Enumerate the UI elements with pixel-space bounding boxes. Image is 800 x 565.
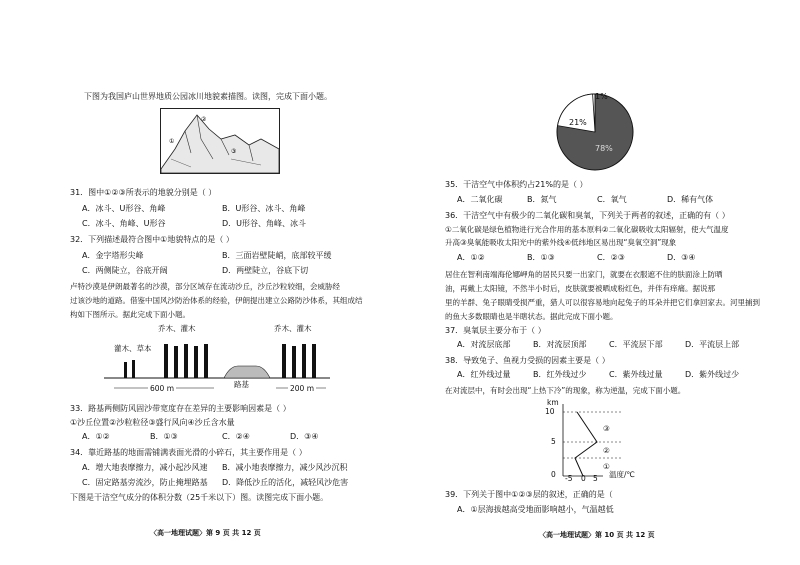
q39-option-a[interactable]: A．①层海拔越高受地面影响越小，气温越低 — [457, 505, 614, 514]
layer-3-label: ③ — [603, 424, 610, 433]
label-200m: 200 m — [290, 384, 315, 393]
q33-option-a[interactable]: A．①② — [82, 432, 110, 441]
q37-option-b[interactable]: B．对流层顶部 — [533, 340, 587, 349]
q37-stem: 37．臭氧层主要分布于（ ） — [445, 326, 546, 335]
passage-line3: 构如下图所示。据此完成下面小题。 — [70, 310, 190, 319]
q34-stem: 34．靠近路基的地面需铺满表面光滑的小碎石，其主要作用是（ ） — [70, 448, 307, 457]
q34-option-c[interactable]: C．固定路基旁流沙，防止掩埋路基 — [82, 478, 208, 487]
pie-label-21pct: 21% — [569, 118, 587, 127]
label-trees-left: 乔木、灌木 — [158, 324, 196, 333]
q38-option-b[interactable]: B．红外线过少 — [533, 370, 587, 379]
q32-stem: 32．下列描述最符合图中①地貌特点的是（ ） — [70, 235, 234, 244]
q38-option-a[interactable]: A．红外线过量 — [457, 370, 511, 379]
q32-option-d[interactable]: D．两壁陡立，谷底下切 — [222, 266, 309, 275]
pie-label-78pct: 78% — [595, 144, 613, 153]
right-page — [405, 0, 800, 565]
q37-option-c[interactable]: C．平流层下部 — [609, 340, 663, 349]
passage-line4: 的鱼大多数眼睛也是半瞎状态。据此完成下面小题。 — [445, 312, 618, 321]
q31-option-c[interactable]: C．冰斗、角峰、U形谷 — [82, 219, 166, 228]
passage-line1: 卢特沙漠是伊朗最著名的沙漠，部分区域存在流动沙丘，沙丘沙粒较细，会威胁经 — [70, 282, 340, 291]
intro-air-composition: 下图是干洁空气成分的体积分数（25千米以下）图。读图完成下面小题。 — [70, 493, 329, 502]
intro-inversion: 在对流层中，有时会出现“上热下冷”的现象，称为逆温，完成下面小题。 — [445, 386, 686, 395]
layer-2-label: ② — [603, 446, 610, 455]
q36-option-d[interactable]: D．③④ — [667, 253, 696, 262]
air-composition-pie — [555, 92, 635, 172]
label-trees-right: 乔木、灌木 — [274, 324, 312, 333]
passage-line3: 里的羊群、兔子眼睛受损严重，猎人可以很容易地向起兔子的耳朵并把它们拿回家去。河里捕到 — [445, 298, 760, 307]
q36-option-c[interactable]: C．②③ — [597, 253, 625, 262]
temperature-inversion-graph — [539, 398, 659, 484]
q32-option-b[interactable]: B．三面岩壁陡峭，底部较平缓 — [222, 251, 332, 260]
graph-xlabel: 温度/℃ — [609, 470, 635, 479]
q34-option-a[interactable]: A．增大地表摩擦力，减小起沙风速 — [82, 463, 208, 472]
q38-option-d[interactable]: D．紫外线过少 — [685, 370, 740, 379]
graph-xtick-neg5: -5 — [565, 474, 573, 483]
q33-option-b[interactable]: B．①③ — [150, 432, 178, 441]
q34-option-d[interactable]: D．降低沙丘的活化，减轻风沙危害 — [222, 478, 349, 487]
glacier-sketch — [160, 108, 280, 174]
pie-label-1pct: 1% — [595, 92, 608, 101]
q35-option-d[interactable]: D．稀有气体 — [667, 195, 714, 204]
passage-line2: 过该沙地的道路。借鉴中国风沙防治体系的经验，伊朗提出建立公路防沙体系，其组成结 — [70, 296, 363, 305]
q36-option-a[interactable]: A．①② — [457, 253, 485, 262]
layer-1-label: ① — [603, 462, 610, 471]
q31-option-a[interactable]: A．冰斗、U形谷、角峰 — [82, 204, 166, 213]
q36-statements-2: 升高③臭氧能吸收太阳光中的紫外线④低纬地区易出现“臭氧空洞”现象 — [445, 238, 677, 247]
q38-option-c[interactable]: C．紫外线过量 — [609, 370, 663, 379]
label-roadbed: 路基 — [234, 380, 249, 389]
q37-option-d[interactable]: D．平流层上部 — [685, 340, 740, 349]
q35-option-c[interactable]: C．氧气 — [597, 195, 627, 204]
q39-stem: 39．下列关于图中①②③层的叙述，正确的是（ — [445, 490, 613, 499]
passage-line1: 居住在智利南端海伦娜岬角的居民只要一出家门，就要在衣服遮不住的肤面涂上防晒 — [445, 270, 723, 279]
q35-stem: 35．干洁空气中体积约占21%的是（ ） — [445, 180, 588, 189]
q33-option-c[interactable]: C．②④ — [222, 432, 250, 441]
q38-stem: 38．导致兔子、鱼视力受损的因素主要是（ ） — [445, 356, 610, 365]
label-600m: 600 m — [150, 384, 175, 393]
q35-option-a[interactable]: A．二氧化碳 — [457, 195, 503, 204]
q32-option-a[interactable]: A．金字塔形尖峰 — [82, 251, 144, 260]
intro-glacier: 下图为我国庐山世界地质公园冰川地貌素描图。读图，完成下面小题。 — [84, 92, 332, 101]
q36-statements-1: ①二氧化碳是绿色植物进行光合作用的基本原料②二氧化碳吸收太阳辐射，使大气温度 — [445, 225, 729, 234]
graph-xtick-5: 5 — [593, 474, 598, 483]
q36-stem: 36．干洁空气中有极少的二氧化碳和臭氧，下列关于两者的叙述，正确的有（ ） — [445, 211, 730, 220]
graph-ylabel: km — [547, 398, 559, 407]
q31-stem: 31．图中①②③所表示的地貌分别是（ ） — [70, 188, 217, 197]
graph-xtick-0: 0 — [581, 474, 586, 483]
sand-protection-figure — [104, 322, 330, 402]
svg-text:③: ③ — [231, 148, 237, 155]
q33-option-d[interactable]: D．③④ — [290, 432, 319, 441]
right-footer: 〈高一地理试题〉第 10 页 共 12 页 — [539, 531, 655, 539]
left-footer: 〈高一地理试题〉第 9 页 共 12 页 — [150, 529, 261, 537]
svg-text:①: ① — [169, 138, 175, 145]
label-shrub-grass: 灌木、草本 — [114, 344, 152, 353]
q37-option-a[interactable]: A．对流层底部 — [457, 340, 511, 349]
q33-factors: ①沙丘位置②沙粒粒径③盛行风向④沙丘含水量 — [70, 418, 235, 427]
q35-option-b[interactable]: B．氮气 — [527, 195, 557, 204]
q34-option-b[interactable]: B．减小地表摩擦力，减少风沙沉积 — [222, 463, 348, 472]
svg-text:②: ② — [201, 116, 207, 123]
graph-ytick-10: 10 — [545, 407, 555, 416]
q31-option-d[interactable]: D．U形谷、角峰、冰斗 — [222, 219, 307, 228]
q33-stem: 33．路基两侧防风固沙带宽度存在差异的主要影响因素是（ ） — [70, 404, 291, 413]
graph-ytick-5: 5 — [551, 437, 556, 446]
passage-line2: 油，再戴上太阳镜，不然半小时后，皮肤就要被晒成粉红色，并伴有痒痛。据说那 — [445, 284, 715, 293]
q31-option-b[interactable]: B．U形谷、冰斗、角峰 — [222, 204, 306, 213]
graph-ytick-0: 0 — [551, 470, 556, 479]
q32-option-c[interactable]: C．两侧陡立，谷底开阔 — [82, 266, 168, 275]
q36-option-b[interactable]: B．①③ — [527, 253, 555, 262]
